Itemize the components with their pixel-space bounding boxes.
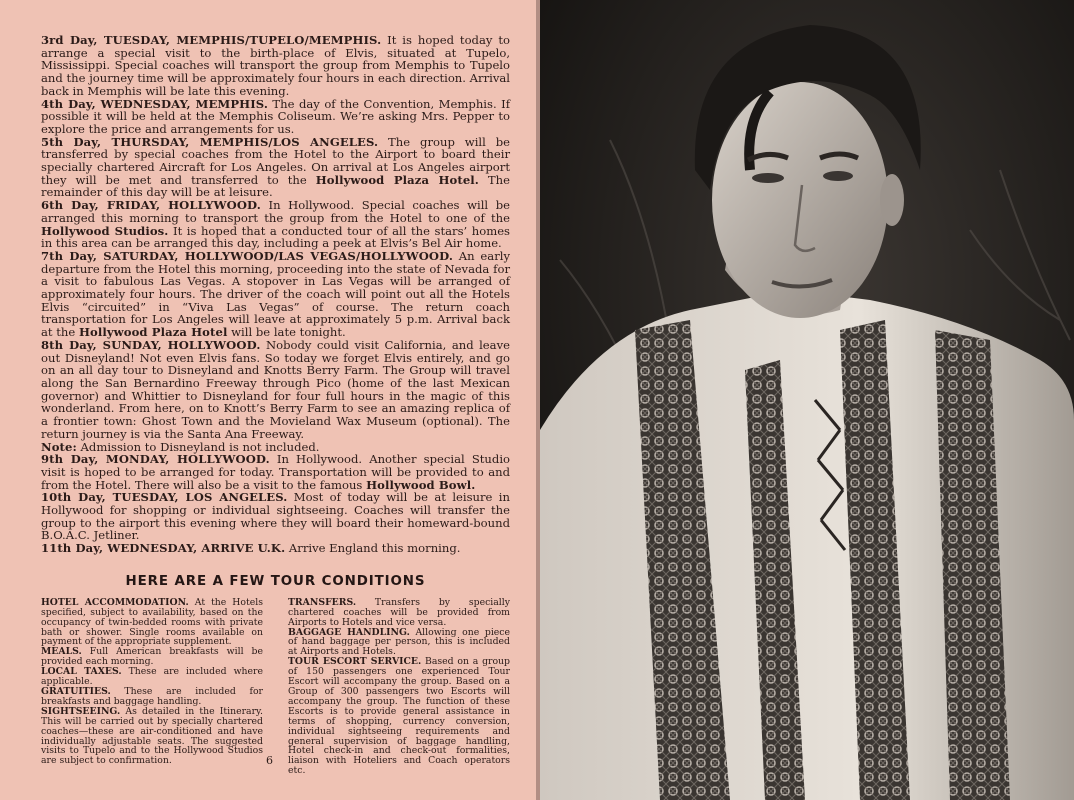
condition-heading: BAGGAGE HANDLING.: [288, 626, 410, 638]
condition-item: [288, 657, 510, 776]
itinerary-day: [41, 199, 510, 250]
day-heading: 10th Day, TUESDAY, LOS ANGELES.: [41, 490, 288, 505]
itinerary-day: [41, 453, 510, 491]
condition-heading: GRATUITIES.: [41, 685, 111, 697]
day-heading: 3rd Day, TUESDAY, MEMPHIS/TUPELO/MEMPHIS.: [41, 33, 382, 47]
condition-heading: TOUR ESCORT SERVICE.: [288, 656, 422, 668]
day-heading: 5th Day, THURSDAY, MEMPHIS/LOS ANGELES.: [41, 134, 379, 149]
day-heading: 6th Day, FRIDAY, HOLLYWOOD.: [41, 198, 261, 213]
day-text: In Hollywood. Special coaches will be arranged this morning to transport the group from the Hotel to one of the: [41, 198, 510, 225]
day-bold-text: Hollywood Bowl.: [366, 477, 476, 492]
conditions-title: HERE ARE A FEW TOUR CONDITIONS: [125, 573, 426, 589]
day-heading: 9th Day, MONDAY, HOLLYWOOD.: [41, 452, 270, 467]
day-text: It is hoped today to arrange a special visit to the birth-place of Elvis, situated at Tupelo, Mississippi. Special coaches will transport the group from Memphis to Tupelo and the journey time will be approximately four hours in each direction. Arrival back in Memphis will be late this evening.: [41, 33, 510, 98]
day-text: The group will be transferred by special coaches from the Hotel to the Airport to board their specially chartered Aircraft for Los Angeles. On arrival at Los Angeles airport they will be met and transferred to the: [41, 134, 511, 187]
condition-text: Based on a group of 150 passengers one experienced Tour Escort will accompany the group. Based on a Group of 300 passengers two Escorts will accompany the group. The function of these Escorts is to provide general assistance in terms of shopping, currency conversion, individual sightseeing requirements and general supervision of baggage handling, Hotel check-in and check-out formalities, liaison with Hoteliers and Coach operators etc.: [288, 656, 510, 777]
day-heading: 8th Day, SUNDAY, HOLLYWOOD.: [41, 337, 261, 352]
right-page-photo: [540, 0, 1074, 800]
condition-text: These are included where applicable.: [41, 666, 263, 688]
condition-text: Allowing one piece of hand baggage per person, this is included at Airports and Hotels.: [288, 626, 510, 658]
condition-text: Full American breakfasts will be provided each morning.: [41, 646, 263, 668]
condition-item: [41, 667, 263, 687]
itinerary-day: [41, 98, 510, 136]
day-text-continued: The remainder of this day will be at leisure.: [41, 172, 510, 200]
condition-item: [41, 707, 263, 766]
condition-heading: LOCAL TAXES.: [41, 666, 122, 678]
day-text: In Hollywood. Another special Studio visit is hoped to be arranged for today. Transportation will be provided to and from the Hotel. There will also be a visit to the famous: [41, 452, 511, 492]
day-text: Arrive England this morning.: [285, 541, 461, 556]
itinerary-day: [41, 491, 510, 542]
day-text: The day of the Convention, Memphis. If possible it will be held at the Memphis Coliseum. We’re asking Mrs. Pepper to explore the price and arrangements for us.: [41, 96, 510, 136]
note-label: Note:: [41, 439, 77, 454]
day-heading: 4th Day, WEDNESDAY, MEMPHIS.: [41, 96, 268, 111]
day-heading: 7th Day, SATURDAY, HOLLYWOOD/LAS VEGAS/HOLLYWOOD.: [41, 248, 453, 263]
day-heading: 11th Day, WEDNESDAY, ARRIVE U.K.: [41, 541, 286, 556]
condition-item: [41, 647, 263, 667]
condition-item: [41, 687, 263, 707]
day-text: Nobody could visit California, and leave out Disneyland! Not even Elvis fans. So today we forget Elvis entirely, and go on an all day tour to Disneyland and Knotts Berry Farm. The Group will travel along the San Bernardino Freeway through Pico (home of the last Mexican governor) and Whittier to Disneyland for four full hours in the magic of this wonderland. From here, on to Knott’s Berry Farm to see an amazing replica of a frontier town: Ghost Town and the Movieland Wax Museum (optional). The return journey is via the Santa Ana Freeway.: [41, 337, 510, 441]
itinerary: [41, 34, 510, 555]
condition-item: [288, 628, 510, 658]
day-text: Most of today will be at leisure in Hollywood for shopping or individual sightseeing. Coaches will transfer the group to the airport this evening where they will board their homeward-bound B.O.A.C. Jetliner.: [41, 490, 510, 543]
condition-text: These are included for breakfasts and baggage handling.: [41, 685, 263, 707]
itinerary-day: [41, 250, 510, 339]
conditions-left-column: [41, 598, 263, 776]
page-number: 6: [266, 754, 273, 767]
condition-text: As detailed in the Itinerary. This will be carried out by specially chartered coaches—these are air-conditioned and have individually adjustable seats. The suggested visits to Tupelo and to the Hollywood Studios are subject to confirmation.: [41, 705, 263, 767]
itinerary-day: [41, 542, 510, 555]
condition-text: At the Hotels specified, subject to availability, based on the occupancy of twin-bedded rooms with private bath or shower. Single rooms available on payment of the appropriate supplement.: [41, 596, 263, 648]
condition-heading: HOTEL ACCOMMODATION.: [41, 596, 189, 608]
note-text: Admission to Disneyland is not included.: [76, 439, 320, 454]
condition-item: [41, 598, 263, 648]
conditions-columns: [41, 598, 510, 776]
portrait-photo: [540, 0, 1074, 800]
conditions-right-column: [288, 598, 510, 776]
day-text-continued: It is hoped that a conducted tour of all the stars’ homes in this area can be arranged this day, including a peek at Elvis’s Bel Air home.: [41, 223, 511, 251]
day-bold-text: Hollywood Plaza Hotel: [78, 325, 228, 340]
day-text: An early departure from the Hotel this morning, proceeding into the state of Nevada for a visit to fabulous Las Vegas. A stopover in Las Vegas will be arranged of approximately four hours. The driver of the coach will point out all the Hotels Elvis “circuited” in “Viva Las Vegas” of course. The return coach transportation for Los Angeles will leave at approximately 5 p.m. Arrival back at the: [41, 248, 510, 340]
condition-item: [288, 598, 510, 628]
day-text-continued: will be late tonight.: [227, 325, 346, 340]
day-bold-text: Hollywood Plaza Hotel.: [315, 172, 479, 187]
condition-heading: TRANSFERS.: [288, 596, 357, 608]
day-bold-text: Hollywood Studios.: [41, 223, 169, 238]
condition-heading: SIGHTSEEING.: [41, 705, 121, 717]
itinerary-day: [41, 34, 510, 98]
condition-heading: MEALS.: [41, 646, 82, 658]
left-page: [0, 0, 536, 800]
condition-text: Transfers by specially chartered coaches will be provided from Airports to Hotels and vice versa.: [288, 596, 510, 628]
itinerary-day: [41, 136, 510, 200]
itinerary-day: [41, 339, 510, 441]
